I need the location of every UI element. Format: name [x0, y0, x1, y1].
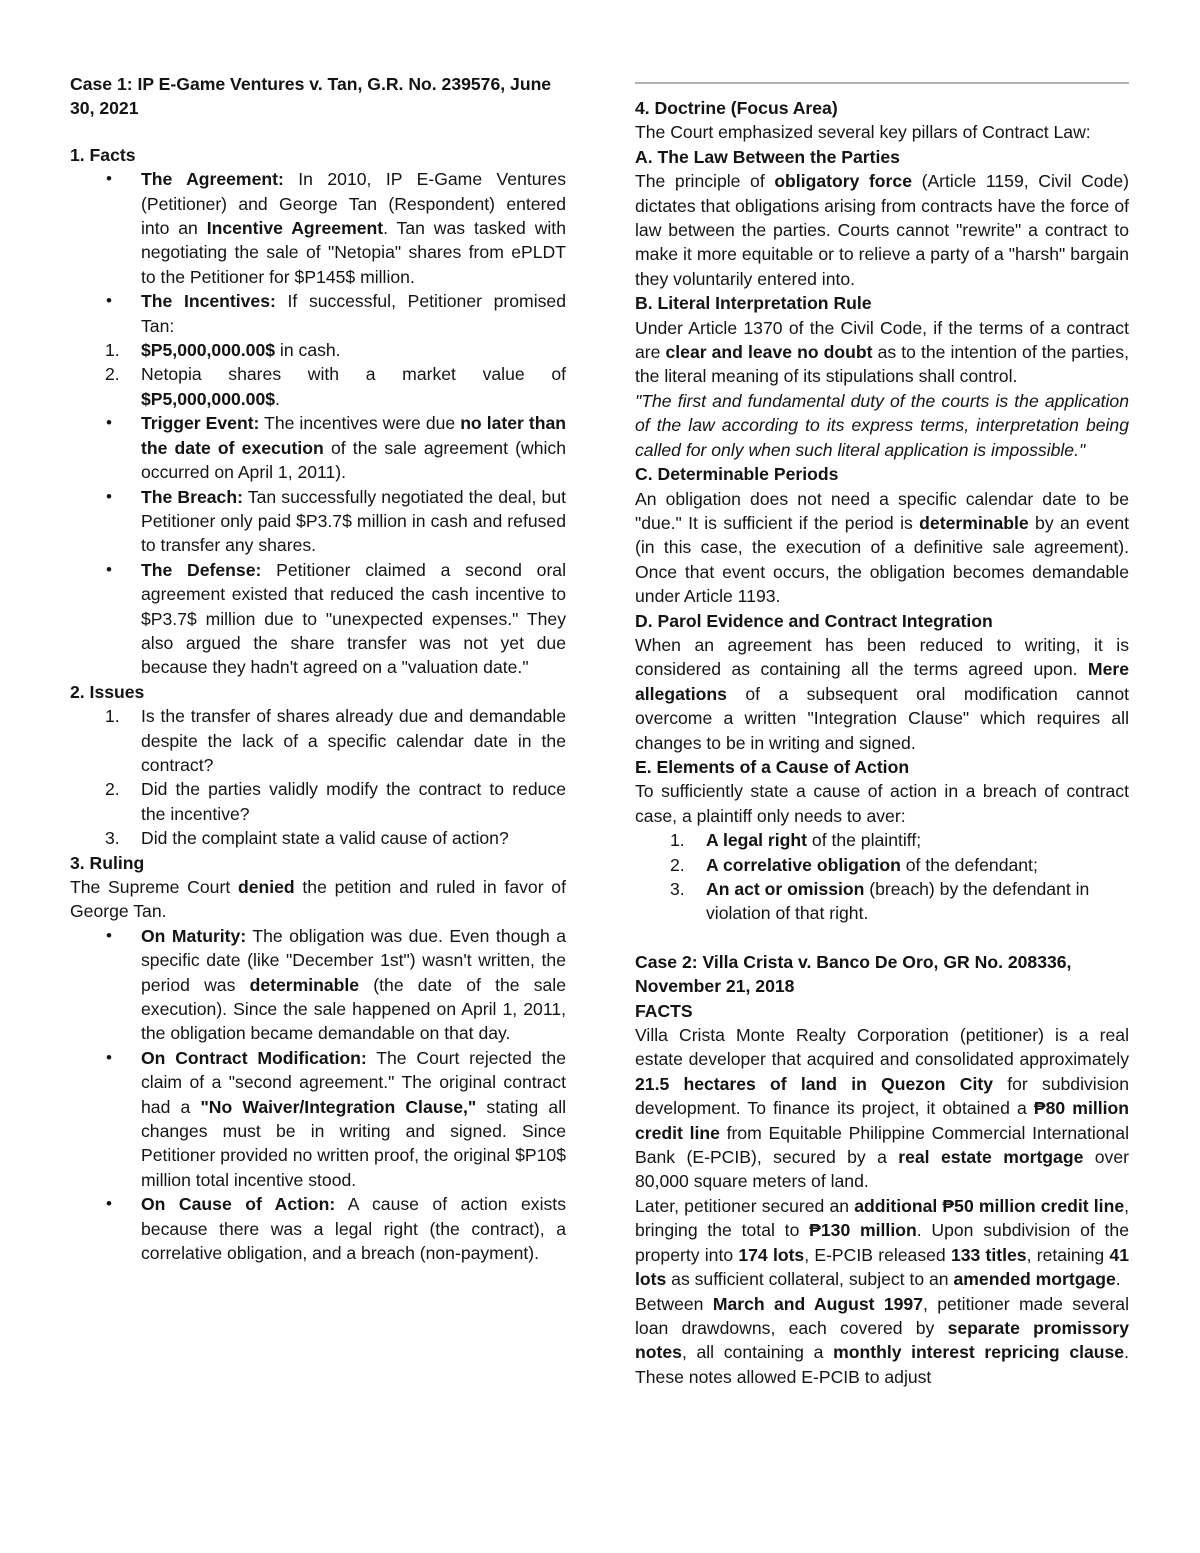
fact-text: If successful, Petitioner promised Tan: [141, 291, 566, 336]
fact-label: The Breach: [141, 486, 243, 507]
para-text: for subdivision development. To finance its project, it obtained a [635, 1073, 1129, 1119]
item-text: Did the complaint state a valid cause of action? [141, 828, 509, 849]
para-bold: amended mortgage [953, 1269, 1116, 1290]
issues-heading: 2. Issues [70, 681, 145, 702]
doctrine-c-text [635, 487, 1129, 609]
ruling-text: the petition and ruled in favor of George Tan. [70, 877, 566, 922]
fact-bold: Incentive Agreement [206, 218, 384, 239]
list-item [141, 558, 566, 680]
para-bold: separate promissory notes [635, 1317, 1129, 1363]
list-item [670, 828, 1129, 852]
ruling-intro [70, 875, 566, 924]
item-bold: A correlative obligation [706, 854, 901, 875]
doctrine-d-heading: D. Parol Evidence and Contract Integration [635, 610, 993, 631]
doctrine-b-quote: "The first and fundamental duty of the courts is the application of the law according to its express terms, interpretation being called for only when such literal application is impossible." [635, 390, 1129, 460]
item-text: Netopia shares with a market value of [141, 364, 566, 385]
doctrine-b-text [635, 316, 1129, 389]
fact-text: . Tan was tasked with negotiating the sale of "Netopia" shares from ePLDT to the Petitioner for $P145$ million. [141, 218, 566, 287]
para-text: , retaining [1026, 1244, 1110, 1265]
ruling-label: On Maturity: [141, 925, 247, 946]
item-bold: An act or omission [706, 879, 865, 899]
para-text: as sufficient collateral, subject to an [666, 1269, 954, 1290]
case2-paragraph-1 [635, 1023, 1129, 1194]
facts-heading: 1. Facts [70, 144, 136, 165]
doctrine-bold: clear and leave no doubt [665, 342, 873, 363]
case2-paragraph-2 [635, 1194, 1129, 1292]
list-item [105, 338, 566, 362]
left-column [70, 72, 566, 1266]
para-bold: 174 lots [738, 1244, 805, 1265]
list-item [141, 1192, 566, 1265]
list-item [141, 1046, 566, 1192]
case1-title: Case 1: IP E-Game Ventures v. Tan, G.R. No. 239576, June 30, 2021 [70, 74, 552, 119]
fact-text: In 2010, IP E-Game Ventures (Petitioner) and George Tan (Respondent) entered into an [141, 169, 566, 239]
doctrine-bold: determinable [919, 512, 1029, 533]
item-number: 1. [670, 830, 685, 851]
para-text: , petitioner made several loan drawdowns, each covered by [635, 1293, 1130, 1338]
doctrine-intro: The Court emphasized several key pillars of Contract Law: [635, 122, 1091, 143]
ruling-bold: determinable [249, 974, 360, 995]
list-item [141, 167, 566, 289]
ruling-text: stating all changes must be in writing and signed. Since Petitioner provided no written proof, the original $P10$ million total incentive stood. [141, 1096, 567, 1190]
doctrine-a-text [635, 169, 1129, 291]
ruling-text: The Supreme Court [70, 877, 238, 897]
para-text: Villa Crista Monte Realty Corporation (petitioner) is a real estate developer that acquired and consolidated approximately [635, 1025, 1129, 1070]
ruling-list [70, 924, 566, 1266]
para-text: . [1115, 1269, 1121, 1290]
ruling-label: On Cause of Action: [141, 1194, 336, 1215]
para-bold: 41 lots [635, 1244, 1129, 1290]
list-item [670, 877, 1129, 926]
fact-label: Trigger Event: [141, 413, 260, 434]
fact-label: The Defense: [141, 559, 262, 580]
item-text: of the plaintiff; [807, 830, 922, 851]
doctrine-text: as to the intention of the parties, the literal meaning of its stipulations shall control. [635, 342, 1129, 387]
doctrine-d-text [635, 633, 1129, 755]
para-bold: ₱80 million credit line [635, 1098, 1129, 1143]
doctrine-bold: Mere allegations [635, 659, 1129, 704]
ruling-heading: 3. Ruling [70, 852, 145, 873]
para-bold: March and August 1997 [712, 1293, 923, 1314]
doctrine-c-heading: C. Determinable Periods [635, 464, 839, 485]
issues-list [70, 704, 566, 850]
right-column [635, 96, 1129, 1389]
list-item [670, 853, 1129, 877]
item-number: 3. [105, 828, 120, 849]
para-text: Later, petitioner secured an [635, 1195, 855, 1216]
item-text: . [275, 388, 280, 409]
list-item [105, 362, 566, 411]
column-divider-rule [635, 82, 1129, 84]
ruling-text: A cause of action exists because there was a legal right (the contract), a correlative obligation, and a breach (non-payment). [141, 1194, 566, 1264]
doctrine-b-heading: B. Literal Interpretation Rule [635, 293, 872, 314]
fact-text: Tan successfully negotiated the deal, but Petitioner only paid $P3.7$ million in cash and refused to transfer any shares. [141, 486, 566, 556]
doctrine-bold: obligatory force [774, 171, 912, 192]
para-bold: 21.5 hectares of land in Quezon City [635, 1073, 993, 1094]
item-number: 2. [105, 779, 120, 800]
elements-list [635, 828, 1129, 926]
item-bold: $P5,000,000.00$ [141, 340, 276, 361]
case2-facts-heading: FACTS [635, 1000, 693, 1021]
para-text: . Upon subdivision of the property into [635, 1220, 1129, 1265]
para-text: . These notes allowed E-PCIB to adjust [635, 1342, 1129, 1387]
doctrine-text: Under Article 1370 of the Civil Code, if the terms of a contract are [635, 317, 1129, 363]
case2-paragraph-3 [635, 1292, 1129, 1390]
item-text: (breach) by the defendant in violation of that right. [706, 879, 1090, 924]
ruling-label: On Contract Modification: [141, 1047, 367, 1068]
para-bold: additional ₱50 million credit line [854, 1195, 1125, 1216]
item-text: Did the parties validly modify the contract to reduce the incentive? [141, 779, 566, 824]
list-item [105, 289, 566, 411]
item-number: 1. [105, 706, 120, 727]
list-item [141, 924, 566, 1046]
list-item [105, 777, 566, 826]
item-number: 3. [670, 879, 685, 899]
item-number: 2. [670, 854, 685, 875]
fact-text: Petitioner claimed a second oral agreement existed that reduced the cash incentive to $P3.7$ million due to "unexpected expenses." They also argued the share transfer was not yet due because they hadn't agreed on a "valuation date." [141, 559, 566, 678]
facts-list [70, 167, 566, 680]
ruling-text: The Court rejected the claim of a "second agreement." The original contract had a [141, 1047, 567, 1117]
doctrine-text: An obligation does not need a specific calendar date to be "due." It is sufficient if the period is [635, 488, 1129, 533]
para-text: , bringing the total to [635, 1195, 1129, 1241]
item-bold: A legal right [706, 830, 808, 851]
fact-label: The Incentives: [141, 291, 276, 312]
list-item [141, 411, 566, 484]
fact-bold: no later than the date of execution [141, 413, 566, 458]
doctrine-a-heading: A. The Law Between the Parties [635, 146, 900, 167]
doctrine-text: by an event (in this case, the execution of a definitive sale agreement). Once that event occurs, the obligation becomes demandable under Article 1193. [635, 512, 1129, 607]
spacer [635, 926, 1129, 950]
ruling-bold: "No Waiver/Integration Clause," [200, 1096, 477, 1117]
ruling-bold: denied [237, 877, 295, 897]
doctrine-text: (Article 1159, Civil Code) dictates that obligations arising from contracts have the force of law between the parties. Courts cannot "rewrite" a contract to make it more equitable or to relieve a party of a "harsh" bargain they voluntarily entered into. [635, 171, 1129, 289]
item-bold: $P5,000,000.00$ [141, 388, 276, 409]
list-item [105, 704, 566, 777]
item-text: in cash. [275, 340, 341, 361]
para-text: from Equitable Philippine Commercial International Bank (E-PCIB), secured by a [635, 1122, 1130, 1168]
para-text: , all containing a [681, 1342, 834, 1363]
fact-text: The incentives were due [259, 413, 461, 434]
doctrine-text: The principle of [635, 171, 775, 192]
para-bold: monthly interest repricing clause [833, 1342, 1125, 1363]
ruling-text: (the date of the sale execution). Since the sale happened on April 1, 2011, the obligation became demandable on that day. [141, 974, 566, 1044]
para-text: , E-PCIB released [804, 1244, 951, 1265]
doctrine-heading: 4. Doctrine (Focus Area) [635, 98, 838, 118]
fact-label: The Agreement: [141, 169, 284, 190]
doctrine-text: of a subsequent oral modification cannot overcome a written "Integration Clause" which requires all changes to be in writing and signed. [635, 683, 1129, 753]
para-text: over 80,000 square meters of land. [635, 1147, 1129, 1192]
spacer [70, 121, 566, 143]
item-number: 1. [105, 340, 120, 361]
doctrine-e-intro: To sufficiently state a cause of action in a breach of contract case, a plaintiff only needs to aver: [635, 781, 1129, 826]
para-text: Between [635, 1293, 713, 1314]
case2-title: Case 2: Villa Crista v. Banco De Oro, GR No. 208336, November 21, 2018 [635, 951, 1072, 997]
list-item [141, 485, 566, 558]
item-text: Is the transfer of shares already due and demandable despite the lack of a specific calendar date in the contract? [141, 706, 566, 775]
para-bold: real estate mortgage [898, 1147, 1084, 1168]
para-bold: ₱130 million [809, 1220, 917, 1241]
para-bold: 133 titles [950, 1244, 1027, 1265]
fact-text: of the sale agreement (which occurred on April 1, 2011). [141, 437, 566, 483]
ruling-text: The obligation was due. Even though a specific date (like "December 1st") wasn't written, the period was [141, 925, 566, 995]
list-item [105, 826, 566, 850]
item-text: of the defendant; [900, 854, 1038, 875]
item-number: 2. [105, 364, 120, 385]
doctrine-e-heading: E. Elements of a Cause of Action [635, 756, 910, 777]
doctrine-text: When an agreement has been reduced to writing, it is considered as containing all the terms agreed upon. [635, 634, 1129, 680]
incentives-list [70, 338, 566, 411]
